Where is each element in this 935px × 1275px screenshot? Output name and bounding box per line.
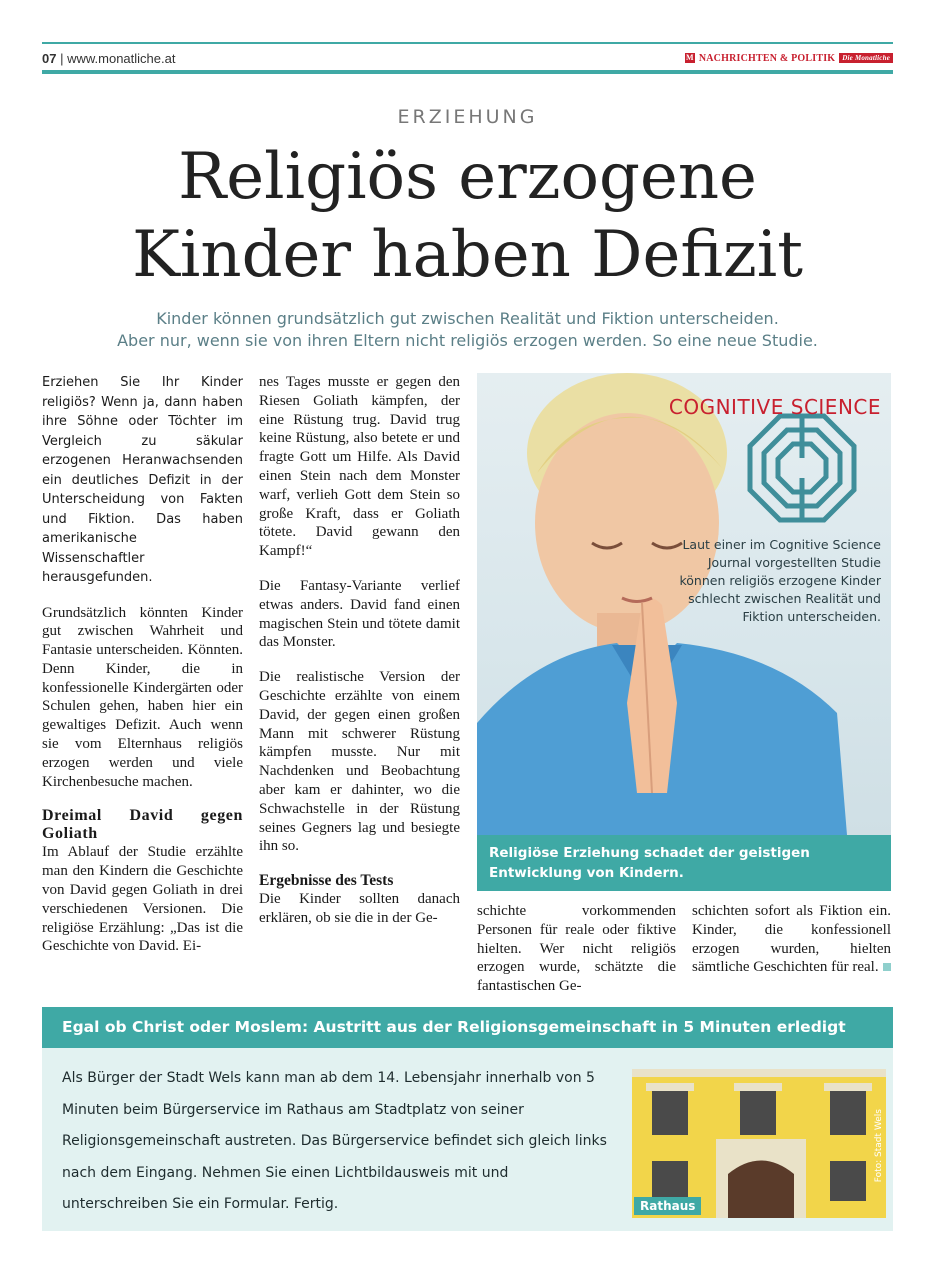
article-deck xyxy=(0,308,935,352)
article-column-1 xyxy=(42,373,243,972)
headline-line-1: Religiös erzogene xyxy=(178,140,757,214)
page-header xyxy=(42,48,893,68)
body-paragraph: schichten sofort als Fiktion ein. Kinder, die konfessionell erzogen wurden, hielten sämtliche Geschichten für real. xyxy=(692,903,891,976)
section-label xyxy=(685,53,893,64)
website-link[interactable]: www.monatliche.at xyxy=(67,50,176,66)
photo-credit: Foto: Stadt Wels xyxy=(874,1109,884,1183)
body-paragraph: nes Tages musste er gegen den Riesen Goliath kämpfen, der eine Rüstung trug. David trug keine Rüstung, also betete er und fragte Gott um Hilfe. Als David einen Stein nach dem Monster warf, verlieh Gott dem Stein so große Kraft, dass er Goliath tötete. David gewann den Kampf!“ xyxy=(259,374,460,560)
article-column-2 xyxy=(259,373,460,944)
info-box-text: Als Bürger der Stadt Wels kann man ab dem 14. Lebensjahr innerhalb von 5 Minuten beim Bürgerservice im Rathaus am Stadtplatz von seiner Religionsgemeinschaft austreten. Das Bürgerservice befindet sich gleich links nach dem Eingang. Nehmen Sie einen Lichtbildausweis mit und unterschreiben Sie ein Formular. Fertig. xyxy=(62,1070,607,1212)
lead-paragraph: Erziehen Sie Ihr Kinder religiös? Wenn ja, dann haben ihre Söhne oder Töchter im Vergleich zu säkular erzogenen Heranwachsenden ein deutliches Defizit in der Unterscheidung von Fakten und Fiktion. Das haben amerikanische Wissenschaftler herausgefunden. xyxy=(42,375,243,585)
article-photo xyxy=(477,373,891,835)
info-box xyxy=(42,1007,893,1231)
section-name: NACHRICHTEN & POLITIK xyxy=(698,52,836,64)
subheading: Ergebnisse des Tests xyxy=(259,872,394,890)
article-headline xyxy=(0,138,935,294)
body-paragraph: Im Ablauf der Studie erzählte man den Kindern die Geschichte von David gegen Goliath in drei verschiedenen Versionen. Die religiöse Erzählung: „Das ist die Geschichte von David. Ei- xyxy=(42,844,243,955)
article-kicker: ERZIEHUNG xyxy=(397,106,538,128)
deck-line-1: Kinder können grundsätzlich gut zwischen Realität und Fiktion unterscheiden. xyxy=(156,309,779,328)
article-column-3 xyxy=(477,902,676,1012)
top-rule xyxy=(42,42,893,44)
body-paragraph: Die Fantasy-Variante verlief etwas anders. David fand einen magischen Stein und tötete damit das Monster. xyxy=(259,577,460,651)
page-info: 07 | www.monatliche.at xyxy=(42,50,176,66)
body-paragraph: Grundsätzlich könnten Kinder gut zwischen Wahrheit und Fantasie unterscheiden. Könnten. Denn Kinder, die in konfessionelle Kindergärten oder Schulen gehen, haben hier ein gewaltiges Defizit. Auch wenn sie vom Elternhaus religiös erzogen werden und viele Kirchenbesuche machen. xyxy=(42,604,243,790)
headline-line-2: Kinder haben Defizit xyxy=(132,218,803,292)
section-mark-icon: M xyxy=(685,53,694,62)
info-box-title: Egal ob Christ oder Moslem: Austritt aus der Religionsgemeinschaft in 5 Minuten erledigt xyxy=(42,1007,893,1048)
publication-logo: Die Monatliche xyxy=(839,53,893,63)
end-mark-icon xyxy=(883,963,891,971)
photo-overlay-text: Laut einer im Cognitive Science Journal vorgestellten Studie können religiös erzogene Kinder schlecht zwischen Realität und Fiktion unterscheiden. xyxy=(679,537,881,624)
header-rule xyxy=(42,70,893,74)
body-paragraph: schichte vorkommenden Personen für reale oder fiktive hielten. Wer nicht religiös erzogen wurde, schätzte die fantastischen Ge- xyxy=(477,903,676,995)
deck-line-2: Aber nur, wenn sie von ihren Eltern nicht religiös erzogen werden. So eine neue Studie. xyxy=(117,331,818,350)
article-column-4 xyxy=(692,902,891,993)
town-hall-illustration xyxy=(632,1069,886,1218)
rathaus-photo xyxy=(632,1069,886,1218)
body-paragraph: Die Kinder sollten danach erklären, ob sie die in der Ge- xyxy=(259,891,460,926)
body-paragraph: Die realistische Version der Geschichte erzählte von einem David, der gegen einen großen Mann mit schwerer Rüstung kämpfen musste. Nur mit Nachdenken und Beobachtung aber kam er dahinter, wo die Schwachstelle in der Rüstung seines Gegners lag und besiegte ihn so. xyxy=(259,669,460,855)
photo-caption: Religiöse Erziehung schadet der geistigen Entwicklung von Kindern. xyxy=(477,835,891,891)
subheading: Dreimal David gegen Goliath xyxy=(42,807,243,843)
cognitive-science-badge: COGNITIVE SCIENCE xyxy=(668,395,881,419)
rathaus-label: Rathaus xyxy=(634,1197,701,1215)
page-number: 07 xyxy=(42,50,57,66)
